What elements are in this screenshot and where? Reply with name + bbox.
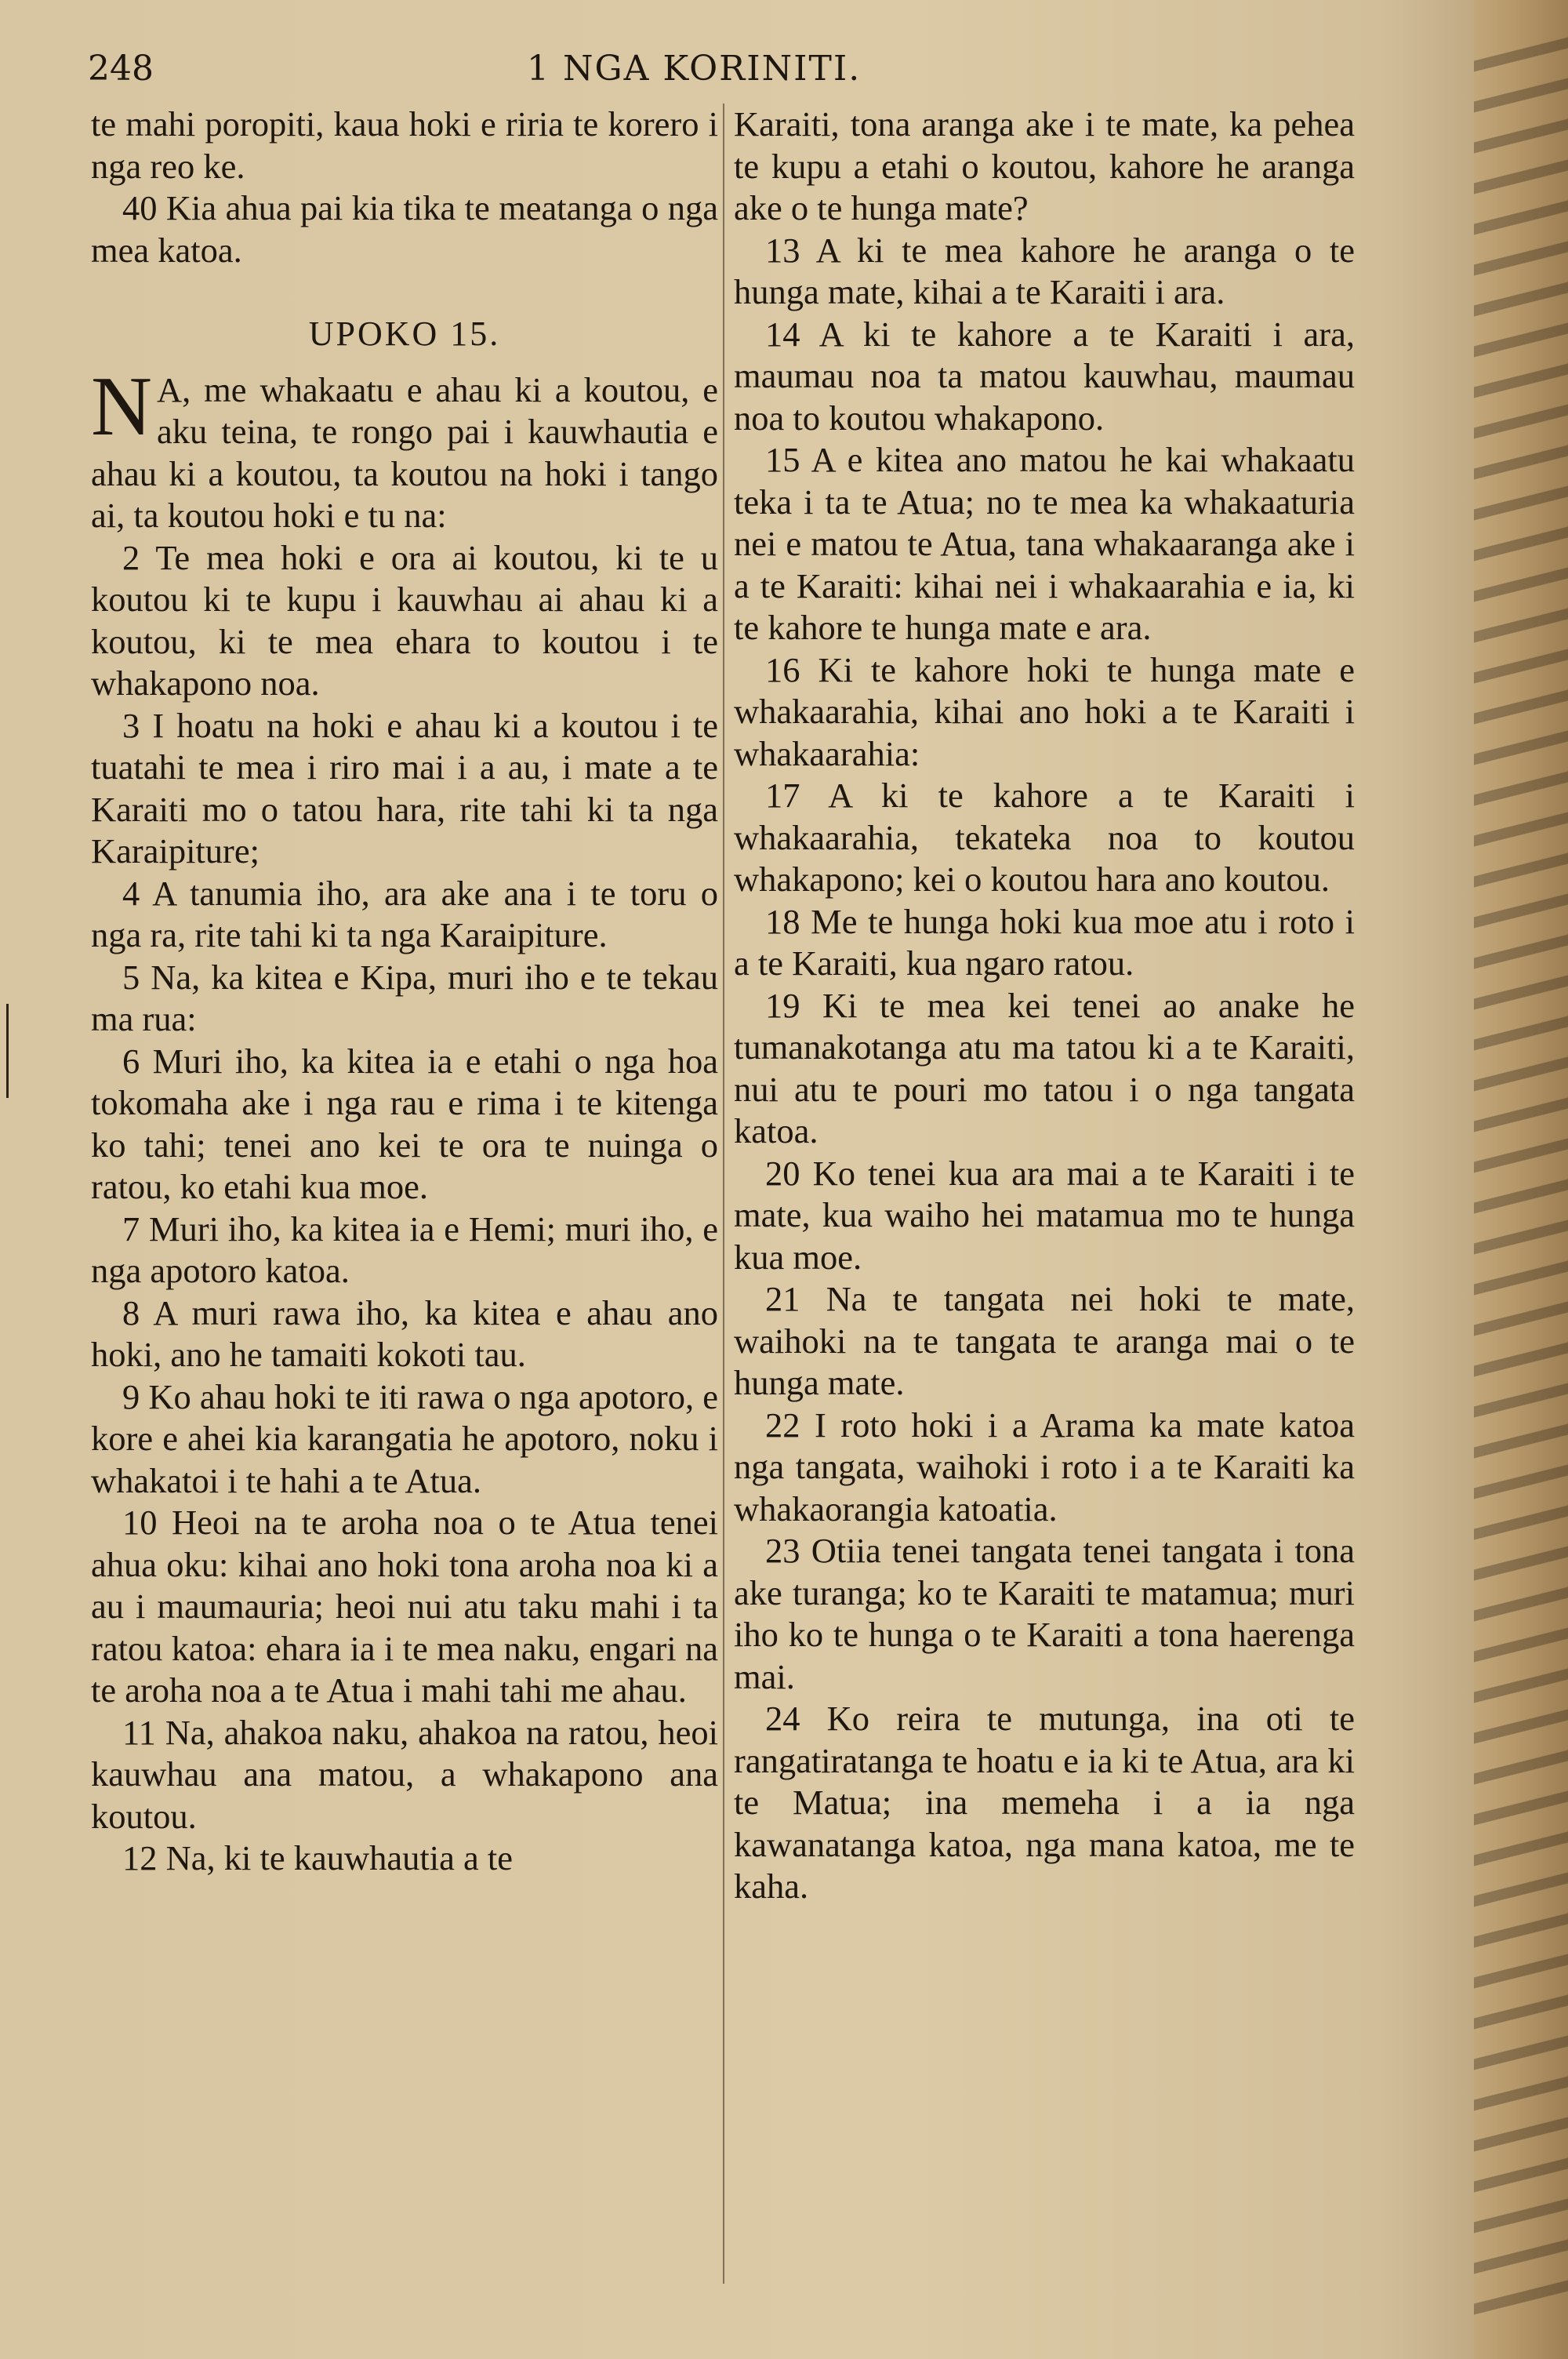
verse-1-text: A, me whakaatu e ahau ki a koutou, e aku teina, te rongo pai i kauwhautia e ahau ki a koutou, ta koutou na hoki i tango ai, ta koutou hoki e tu na: [91, 369, 718, 535]
verse-21: 21 Na te tangata nei hoki te mate, waihoki na te tangata te aranga mai o te hunga mate. [734, 1279, 1355, 1402]
verse-1 [91, 359, 718, 537]
chapter-heading: UPOKO 15. [308, 314, 501, 353]
drop-cap: N [91, 359, 152, 453]
running-title: 1 NGA KORINITI. [527, 49, 862, 89]
verse-12: 12 Na, ki te kauwhautia a te [122, 1838, 513, 1877]
verse-7: 7 Muri iho, ka kitea ia e Hemi; muri iho, e nga apotoro katoa. [91, 1209, 718, 1290]
verse-16: 16 Ki te kahore hoki te hunga mate e whakaarahia, kihai ano hoki a te Karaiti i whakaarahia: [734, 649, 1355, 773]
left-column [91, 104, 718, 1880]
verse-2: 2 Te mea hoki e ora ai koutou, ki te u koutou ki te kupu i kauwhau ai ahau ki a koutou, ki te mea ehara to koutou i te whakapono noa. [91, 537, 718, 703]
verse-40: 40 Kia ahua pai kia tika te meatanga o nga mea katoa. [91, 188, 718, 270]
verse-22: 22 I roto hoki i a Arama ka mate katoa nga tangata, waihoki i roto i a te Karaiti ka whakaorangia katoatia. [734, 1405, 1355, 1528]
verse-3: 3 I hoatu na hoki e ahau ki a koutou i te tuatahi te mea i riro mai i a au, i mate a te Karaiti mo o tatou hara, rite tahi ki ta nga Karaipiture; [91, 705, 718, 871]
page-number: 248 [88, 49, 154, 89]
right-column [734, 104, 1355, 1908]
verse-continuation: te mahi poropiti, kaua hoki e riria te korero i nga reo ke. [91, 104, 718, 186]
verse-17: 17 A ki te kahore a te Karaiti i whakaarahia, tekateka noa to koutou whakapono; kei o koutou hara ano koutou. [734, 776, 1355, 899]
verse-9: 9 Ko ahau hoki te iti rawa o nga apotoro, e kore e ahei kia karangatia he apotoro, noku i whakatoi i te hahi a te Atua. [91, 1376, 718, 1500]
verse-19: 19 Ki te mea kei tenei ao anake he tumanakotanga atu ma tatou ki a te Karaiti, nui atu te pouri mo tatou i o nga tangata katoa. [734, 985, 1355, 1150]
verse-15: 15 A e kitea ano matou he kai whakaatu teka i ta te Atua; no te mea ka whakaaturia nei e matou te Atua, tana whakaaranga ake i a te Karaiti: kihai nei i whakaarahia e ia, ki te kahore te hunga mate e ara. [734, 440, 1355, 647]
verse-11: 11 Na, ahakoa naku, ahakoa na ratou, heoi kauwhau ana matou, a whakapono ana koutou. [91, 1712, 718, 1836]
verse-13: 13 A ki te mea kahore he aranga o te hunga mate, kihai a te Karaiti i ara. [734, 230, 1355, 311]
verse-4: 4 A tanumia iho, ara ake ana i te toru o nga ra, rite tahi ki ta nga Karaipiture. [91, 873, 718, 954]
verse-8: 8 A muri rawa iho, ka kitea e ahau ano hoki, ano he tamaiti kokoti tau. [91, 1292, 718, 1374]
page-header [88, 49, 1468, 96]
verse-18: 18 Me te hunga hoki kua moe atu i roto i a te Karaiti, kua ngaro ratou. [734, 901, 1355, 983]
verse-20: 20 Ko tenei kua ara mai a te Karaiti i te mate, kua waiho hei matamua mo te hunga kua moe. [734, 1153, 1355, 1277]
verse-24: 24 Ko reira te mutunga, ina oti te rangatiratanga te hoatu e ia ki te Atua, ara ki te Matua; ina memeha i a ia nga kawanatanga katoa, nga mana katoa, me te kaha. [734, 1699, 1355, 1906]
verse-10: 10 Heoi na te aroha noa o te Atua tenei ahua oku: kihai ano hoki tona aroha noa ki a au i maumauria; heoi nui atu taku mahi i ta ratou katoa: ehara ia i te mea naku, engari na te aroha noa a te Atua i mahi tahi me ahau. [91, 1503, 718, 1710]
verse-23: 23 Otiia tenei tangata tenei tangata i tona ake turanga; ko te Karaiti te matamua; muri iho ko te hunga o te Karaiti a tona haerenga mai. [734, 1531, 1355, 1696]
column-divider [723, 104, 724, 2284]
verse-5: 5 Na, ka kitea e Kipa, muri iho e te tekau ma rua: [91, 957, 718, 1038]
facing-page-text-shadow [1474, 34, 1568, 2335]
verse-14: 14 A ki te kahore a te Karaiti i ara, maumau noa ta matou kauwhau, maumau noa to koutou whakapono. [734, 314, 1355, 438]
verse-6: 6 Muri iho, ka kitea ia e etahi o nga hoa tokomaha ake i nga rau e rima i te kitenga ko tahi; tenei ano kei te ora te nuinga o ratou, ko etahi kua moe. [91, 1041, 718, 1206]
verse-12-continuation: Karaiti, tona aranga ake i te mate, ka pehea te kupu a etahi o koutou, kahore he aranga ake o te hunga mate? [734, 104, 1355, 227]
facing-page-edge [1474, 0, 1568, 2359]
binding-mark [6, 1004, 9, 1098]
